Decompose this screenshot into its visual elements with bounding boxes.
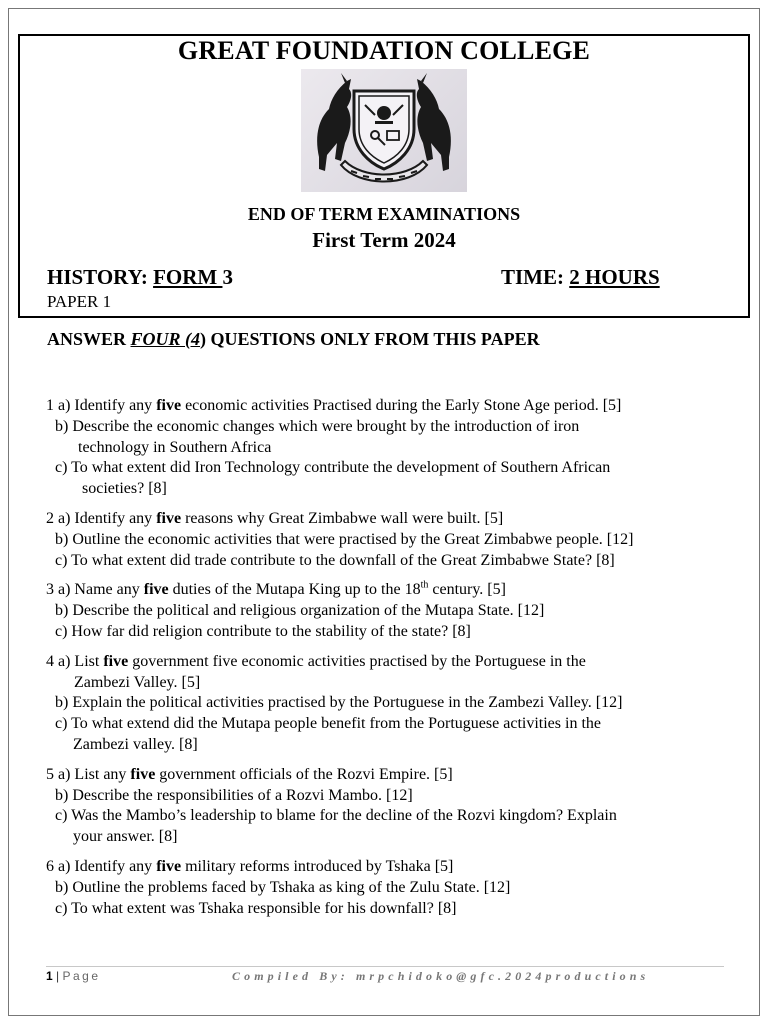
text: military reforms introduced by Tshaka [5] bbox=[181, 857, 454, 875]
exam-title: END OF TERM EXAMINATIONS bbox=[247, 204, 521, 224]
subject-line bbox=[47, 265, 233, 290]
question-list bbox=[46, 396, 746, 928]
question-6 bbox=[46, 857, 746, 919]
page-number-value: 1 bbox=[46, 969, 53, 983]
question-6-part-c: c) To what extent was Tshaka responsible for his downfall? [8] bbox=[55, 899, 457, 917]
question-2-part-a bbox=[46, 509, 746, 530]
instruction-after: ) QUESTIONS ONLY FROM THIS PAPER bbox=[200, 329, 540, 349]
time-value: 2 HOURS bbox=[569, 265, 660, 289]
page-separator: | bbox=[52, 969, 63, 983]
emphasis: five bbox=[103, 652, 129, 670]
instruction-before: ANSWER bbox=[47, 329, 131, 349]
question-1-part-c-cont: societies? [8] bbox=[82, 480, 167, 498]
question-5-part-b: b) Describe the responsibilities of a Rozvi Mambo. [12] bbox=[55, 786, 413, 804]
question-2 bbox=[46, 509, 746, 571]
question-2-part-c: c) To what extent did trade contribute to the downfall of the Great Zimbabwe State? [8] bbox=[55, 551, 615, 569]
text: century. [5] bbox=[428, 581, 506, 599]
question-4-part-c-cont: Zambezi valley. [8] bbox=[73, 735, 198, 753]
college-name: GREAT FOUNDATION COLLEGE bbox=[177, 36, 591, 65]
question-5 bbox=[46, 765, 746, 848]
question-3-part-c: c) How far did religion contribute to the stability of the state? [8] bbox=[55, 622, 471, 640]
instruction bbox=[47, 329, 540, 350]
question-2-part-b: b) Outline the economic activities that were practised by the Great Zimbabwe people. [12] bbox=[55, 530, 634, 548]
emphasis: five bbox=[130, 765, 156, 783]
question-1-part-b-cont: technology in Southern Africa bbox=[78, 438, 272, 456]
question-3-part-a bbox=[46, 580, 746, 601]
text: 1 a) Identify any bbox=[46, 397, 157, 414]
text: government officials of the Rozvi Empire. [5] bbox=[155, 765, 453, 783]
subject-prefix: HISTORY: bbox=[47, 265, 154, 289]
text: 5 a) List any bbox=[46, 765, 131, 783]
college-crest-logo bbox=[301, 69, 467, 192]
question-4 bbox=[46, 652, 746, 756]
emphasis: five bbox=[156, 397, 182, 414]
text: 4 a) List bbox=[46, 652, 104, 670]
question-6-part-b: b) Outline the problems faced by Tshaka as king of the Zulu State. [12] bbox=[55, 878, 511, 896]
question-4-part-b: b) Explain the political activities practised by the Portuguese in the Zambezi Valley. [12] bbox=[55, 694, 623, 712]
footer-divider bbox=[46, 966, 724, 967]
question-5-part-a bbox=[46, 765, 746, 786]
text: 3 a) Name any bbox=[46, 581, 144, 599]
text: duties of the Mutapa King up to the 18 bbox=[168, 581, 421, 599]
question-1 bbox=[46, 396, 746, 500]
page-word: Page bbox=[62, 969, 101, 983]
instruction-emphasis: FOUR (4 bbox=[130, 329, 201, 349]
question-4-part-c: c) To what extend did the Mutapa people benefit from the Portuguese activities in the bbox=[55, 715, 601, 733]
text: 6 a) Identify any bbox=[46, 857, 157, 875]
paper-number: PAPER 1 bbox=[47, 292, 112, 311]
question-4-part-a-cont: Zambezi Valley. [5] bbox=[74, 673, 201, 691]
text: government five economic activities practised by the Portuguese in the bbox=[128, 652, 586, 670]
subject-form-number: 3 bbox=[222, 265, 233, 289]
question-6-part-a bbox=[46, 857, 746, 878]
question-1-part-a bbox=[46, 396, 746, 417]
crest-icon bbox=[301, 69, 467, 192]
emphasis: five bbox=[156, 857, 182, 875]
text: economic activities Practised during the Early Stone Age period. [5] bbox=[181, 397, 622, 414]
question-1-part-c: c) To what extent did Iron Technology contribute the development of Southern African bbox=[55, 459, 611, 477]
question-3-part-b: b) Describe the political and religious organization of the Mutapa State. [12] bbox=[55, 602, 545, 620]
text: 2 a) Identify any bbox=[46, 509, 157, 527]
question-4-part-a bbox=[46, 652, 746, 673]
emphasis: five bbox=[143, 581, 169, 599]
exam-term: First Term 2024 bbox=[312, 228, 456, 252]
superscript: th bbox=[420, 580, 429, 592]
question-1-part-b: b) Describe the economic changes which were brought by the introduction of iron bbox=[55, 417, 580, 435]
question-3 bbox=[46, 580, 746, 642]
question-5-part-c: c) Was the Mambo’s leadership to blame for the decline of the Rozvi kingdom? Explain bbox=[55, 807, 617, 825]
page-number bbox=[46, 969, 101, 983]
text: reasons why Great Zimbabwe wall were built. [5] bbox=[181, 509, 504, 527]
subject-form: FORM bbox=[153, 265, 223, 289]
question-5-part-c-cont: your answer. [8] bbox=[73, 828, 178, 846]
emphasis: five bbox=[156, 509, 182, 527]
compiled-by: Compiled By: mrpchidoko@gfc.2024productions bbox=[232, 969, 650, 983]
time-line bbox=[501, 265, 660, 290]
time-prefix: TIME: bbox=[501, 265, 570, 289]
